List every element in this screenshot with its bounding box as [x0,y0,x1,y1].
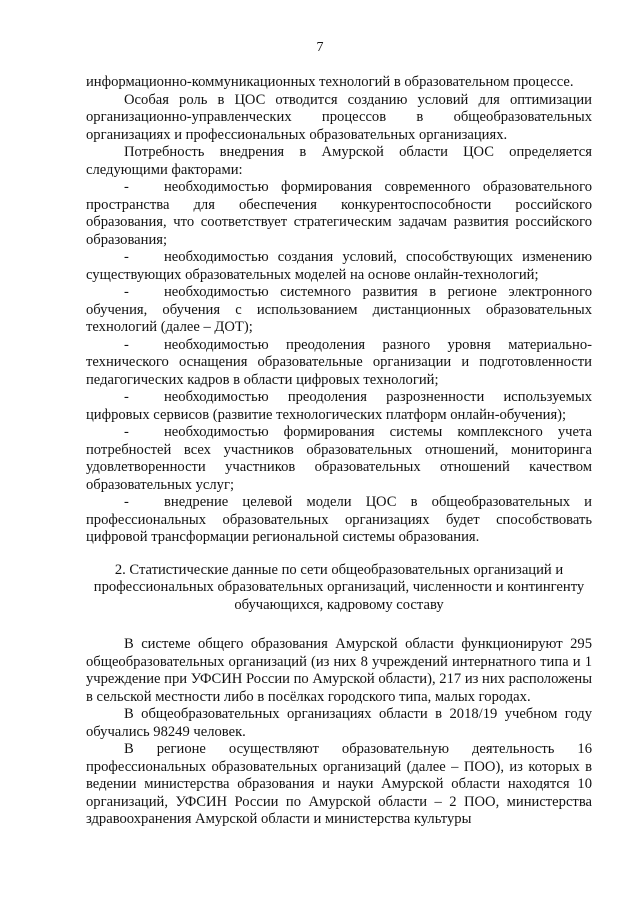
paragraph: В системе общего образования Амурской области функционируют 295 общеобразовательных организаций (из них 8 учреждений интернатного типа и 1 учреждение при УФСИН России по Амурской области), 217 из них расположены в сельской местности либо в посёлках городского типа, малых городах. [86,636,592,705]
bullet-dash: - [124,284,129,300]
page-number: 7 [316,40,324,55]
bullet-text: необходимостью формирования системы комплексного учета потребностей всех участников образовательных отношений, мониторинга удовлетворенности участников образовательных отношений качеством образовательных услуг; [86,424,592,493]
paragraph: Потребность внедрения в Амурской области ЦОС определяется следующими факторами: [86,144,592,178]
bullet-text: необходимостью преодоления разрозненности используемых цифровых сервисов (развитие технологических платформ онлайн-обучения); [86,389,592,423]
bullet-dash: - [124,494,129,510]
bullet-text: необходимостью создания условий, способствующих изменению существующих образовательных моделей на основе онлайн-технологий; [86,249,592,283]
bullet-item [86,179,592,249]
paragraph: В регионе осуществляют образовательную деятельность 16 профессиональных образовательных организаций (далее – ПОО), из которых в ведении министерства образования и науки Амурской области находятся 10 организаций, УФСИН России по Амурской области – 2 ПОО, министерства здравоохранения Амурской области и министерства культуры [86,741,592,827]
bullet-text: необходимостью формирования современного образовательного пространства для обеспечения конкурентоспособности российского образования, что соответствует стратегическим задачам развития российского образования; [86,179,592,248]
spacer [86,547,592,562]
bullet-item [86,284,592,337]
paragraph: Особая роль в ЦОС отводится созданию условий для оптимизации организационно-управленческих процессов в общеобразовательных организациях и профессиональных образовательных организациях. [86,91,592,143]
bullet-item [86,424,592,494]
document-body [86,74,592,829]
bullet-dash: - [124,424,129,440]
paragraph: В общеобразовательных организациях области в 2018/19 учебном году обучались 98249 человек. [86,706,592,740]
bullet-item [86,494,592,547]
bullet-dash: - [124,336,129,353]
bullet-item [86,249,592,284]
bullet-dash: - [124,249,129,265]
bullet-item [86,389,592,424]
spacer [86,614,592,636]
bullet-dash: - [124,389,129,405]
section-heading: 2. Статистические данные по сети общеобразовательных организаций и профессиональных образовательных организаций, численности и контингенту обучающихся, кадровому составу [93,561,585,613]
bullet-dash: - [124,179,129,195]
bullet-text: необходимостью преодоления разного уровня материально-технического оснащения образовательные организации и подготовленности педагогических кадров в области цифровых технологий; [86,336,592,388]
paragraph: информационно-коммуникационных технологий в образовательном процессе. [86,74,574,90]
bullet-text: необходимостью системного развития в регионе электронного обучения, обучения с использованием дистанционных образовательных технологий (далее – ДОТ); [86,284,592,335]
bullet-text: внедрение целевой модели ЦОС в общеобразовательных и профессиональных образовательных организациях будет способствовать цифровой трансформации региональной системы образования. [86,494,592,545]
bullet-item [86,337,592,390]
